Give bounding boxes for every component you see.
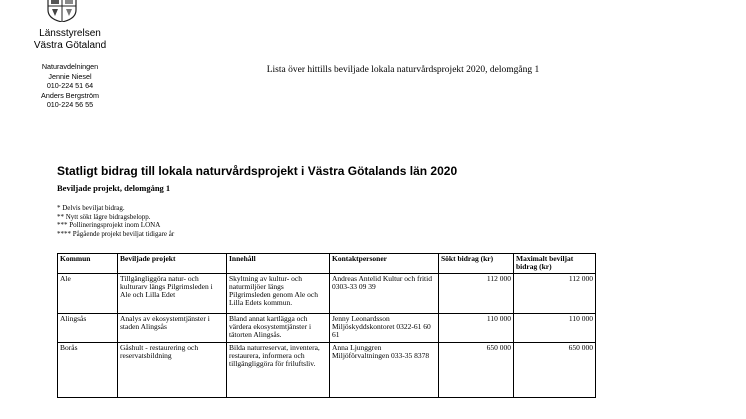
cell-projekt: Gåshult - restaurering och reservatsbildning [118,342,227,397]
cell-kommun: Borås [58,342,118,397]
document-title: Statligt bidrag till lokala naturvårdsprojekt i Västra Götalands län 2020 [57,164,458,178]
note: ** Nytt sökt lägre bidragsbelopp. [57,212,151,221]
cell-kontakt: Anna Ljunggren Miljöförvaltningen 033-35 8378 [330,342,439,397]
cell-beviljat: 650 000 [514,342,596,397]
organization-name [20,28,120,52]
cell-innehall: Bilda naturreservat, inventera, restaurera, informera och tillgängliggöra för friluftsliv. [227,342,330,397]
column-header-sokt: Sökt bidrag (kr) [439,254,514,274]
table-row [58,342,596,397]
column-header-innehall: Innehåll [227,254,330,274]
cell-sokt: 110 000 [439,313,514,342]
contact-name: Anders Bergström [41,90,99,100]
note: **** Pågående projekt beviljat tidigare år [57,229,175,238]
document-subtitle: Beviljade projekt, delomgång 1 [57,183,171,193]
column-header-beviljat: Maximalt beviljat bidrag (kr) [514,254,596,274]
cell-innehall: Skyltning av kultur- och naturmiljöer längs Pilgrimsleden genom Ale och Lilla Edets kommun. [227,273,330,313]
column-header-projekt: Beviljade projekt [118,254,227,274]
contact-phone: 010-224 51 64 [46,81,94,91]
footnotes [57,204,174,238]
list-title: Lista över hittills beviljade lokala naturvårdsprojekt 2020, delomgång 1 [266,65,540,75]
cell-beviljat: 110 000 [514,313,596,342]
table-row [58,273,596,313]
column-header-kontakt: Kontaktpersoner [330,254,439,274]
org-name-line1: Länsstyrelsen [39,28,101,39]
grants-table-grid [57,253,596,398]
note: *** Pollineringsprojekt inom LONA [57,221,161,230]
cell-sokt: 650 000 [439,342,514,397]
table-header-row [58,254,596,274]
cell-innehall: Bland annat kartlägga och värdera ekosystemtjänster i tätorten Alingsås. [227,313,330,342]
cell-beviljat: 112 000 [514,273,596,313]
cell-projekt: Analys av ekosystemtjänster i staden Alingsås [118,313,227,342]
table-row [58,313,596,342]
coat-of-arms-icon [44,0,80,22]
cell-kontakt: Andreas Antelid Kultur och fritid 0303-33 09 39 [330,273,439,313]
column-header-kommun: Kommun [58,254,118,274]
cell-projekt: Tillgängliggöra natur- och kulturarv längs Pilgrimsleden i Ale och Lilla Edet [118,273,227,313]
grants-table [57,253,596,398]
org-name-line2: Västra Götaland [33,40,107,51]
cell-kommun: Ale [58,273,118,313]
department-name: Naturavdelningen [41,62,99,71]
contact-name: Jennie Niesel [48,71,92,81]
cell-kommun: Alingsås [58,313,118,342]
contact-phone: 010-224 56 55 [46,100,94,110]
cell-kontakt: Jenny Leonardsson Miljöskyddskontoret 0322-61 60 61 [330,313,439,342]
cell-sokt: 112 000 [439,273,514,313]
note: * Delvis beviljat bidrag. [57,204,125,212]
